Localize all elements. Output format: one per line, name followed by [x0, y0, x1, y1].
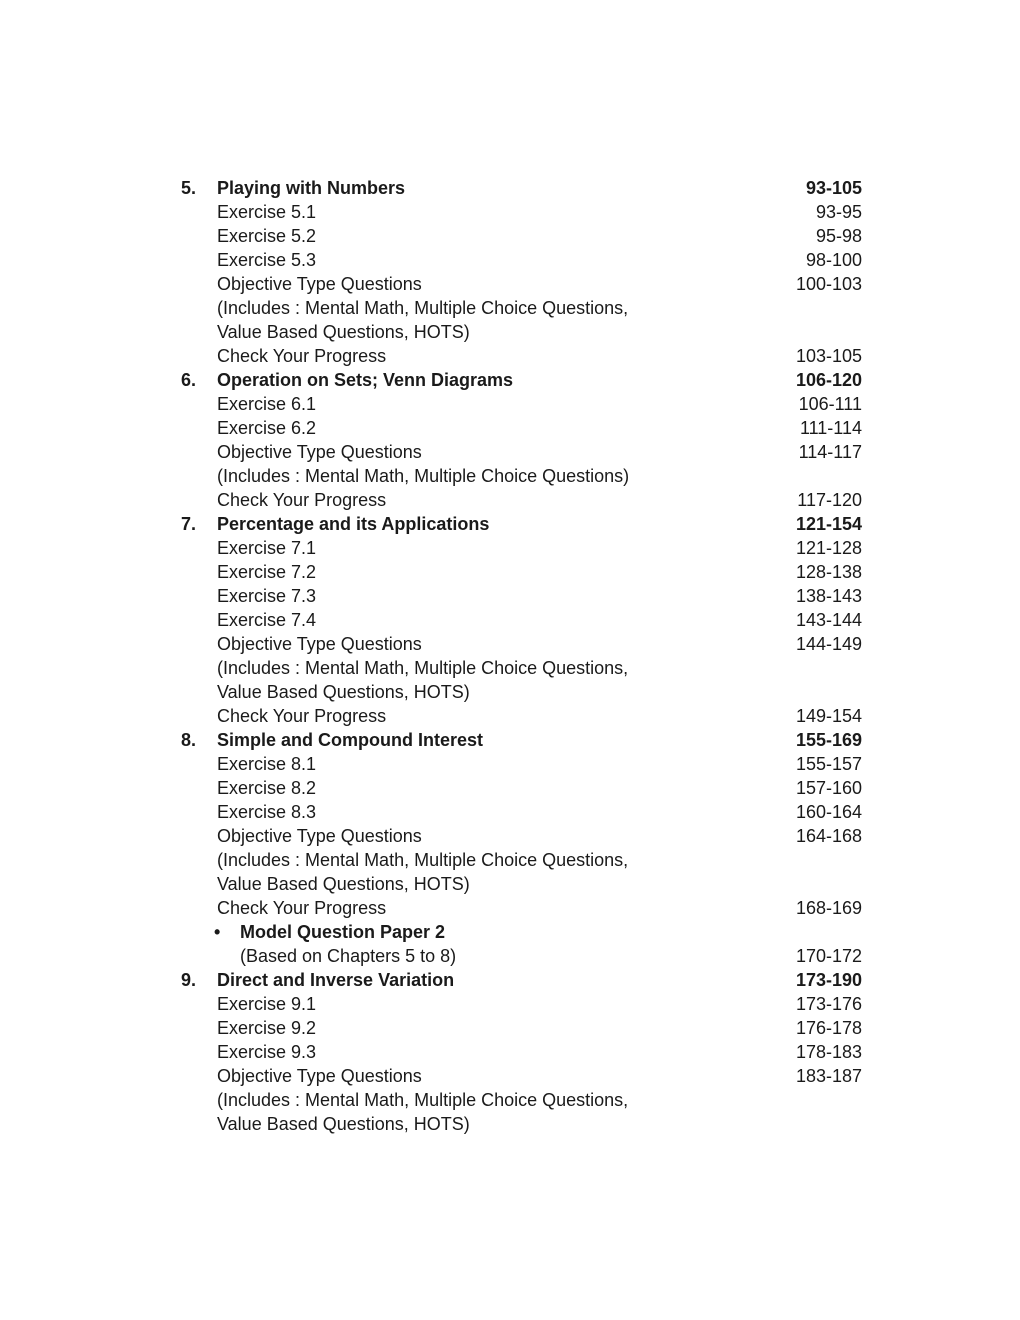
chapter-number: 9. [181, 970, 197, 990]
chapter-number: 5. [181, 178, 197, 198]
page-range: 106-120 [795, 370, 862, 390]
page-range: 121-154 [795, 514, 862, 534]
entry-title: Check Your Progress [217, 898, 387, 918]
entry-title: (Includes : Mental Math, Multiple Choice Questions) [217, 466, 630, 486]
entry-title: Objective Type Questions [217, 442, 422, 462]
page-range: 168-169 [795, 898, 862, 918]
chapter-row [0, 728, 1020, 752]
page-range: 144-149 [795, 634, 862, 654]
page-range: 173-176 [795, 994, 862, 1014]
entry-title: (Includes : Mental Math, Multiple Choice Questions, [217, 1090, 629, 1110]
entry-title: Exercise 9.1 [217, 994, 317, 1014]
page-range: 155-157 [795, 754, 862, 774]
entry-title: (Based on Chapters 5 to 8) [240, 946, 457, 966]
page-range: 155-169 [795, 730, 862, 750]
table-of-contents [0, 176, 1020, 1136]
toc-row [0, 1112, 1020, 1136]
toc-row [0, 824, 1020, 848]
toc-row [0, 272, 1020, 296]
toc-row [0, 944, 1020, 968]
toc-row [0, 1088, 1020, 1112]
chapter-title: Percentage and its Applications [217, 514, 490, 534]
toc-row [0, 320, 1020, 344]
entry-title: Exercise 8.2 [217, 778, 317, 798]
toc-row [0, 416, 1020, 440]
entry-title: Objective Type Questions [217, 634, 422, 654]
page-range: 98-100 [805, 250, 862, 270]
entry-title: Value Based Questions, HOTS) [217, 322, 470, 342]
page-range: 100-103 [795, 274, 862, 294]
toc-row [0, 632, 1020, 656]
entry-title: (Includes : Mental Math, Multiple Choice Questions, [217, 298, 629, 318]
toc-row [0, 656, 1020, 680]
entry-title: Model Question Paper 2 [240, 922, 446, 942]
chapter-number: 6. [181, 370, 197, 390]
page-range: 138-143 [795, 586, 862, 606]
page-range: 114-117 [798, 442, 862, 462]
toc-row [0, 392, 1020, 416]
toc-row [0, 536, 1020, 560]
toc-row [0, 584, 1020, 608]
bullet-icon: • [214, 922, 221, 942]
toc-row [0, 992, 1020, 1016]
toc-row [0, 248, 1020, 272]
toc-row [0, 872, 1020, 896]
entry-title: Exercise 7.3 [217, 586, 317, 606]
toc-row [0, 848, 1020, 872]
chapter-number: 7. [181, 514, 197, 534]
page-range: 103-105 [795, 346, 862, 366]
entry-title: Exercise 8.1 [217, 754, 317, 774]
entry-title: Value Based Questions, HOTS) [217, 874, 470, 894]
entry-title: Exercise 5.1 [217, 202, 317, 222]
toc-row [0, 704, 1020, 728]
entry-title: Check Your Progress [217, 346, 387, 366]
toc-row [0, 776, 1020, 800]
entry-title: Check Your Progress [217, 706, 387, 726]
toc-row [0, 680, 1020, 704]
entry-title: Value Based Questions, HOTS) [217, 682, 470, 702]
page-range: 178-183 [795, 1042, 862, 1062]
chapter-title: Simple and Compound Interest [217, 730, 484, 750]
entry-title: Exercise 5.3 [217, 250, 317, 270]
chapter-title: Operation on Sets; Venn Diagrams [217, 370, 514, 390]
page-range: 117-120 [797, 490, 862, 510]
entry-title: Objective Type Questions [217, 274, 422, 294]
page-range: 121-128 [795, 538, 862, 558]
page-range: 111-114 [799, 418, 862, 438]
entry-title: (Includes : Mental Math, Multiple Choice Questions, [217, 658, 629, 678]
toc-row [0, 1064, 1020, 1088]
page-range: 143-144 [795, 610, 862, 630]
toc-row [0, 800, 1020, 824]
entry-title: Check Your Progress [217, 490, 387, 510]
entry-title: Exercise 6.1 [217, 394, 317, 414]
page-range: 157-160 [795, 778, 862, 798]
toc-row [0, 344, 1020, 368]
page-range: 176-178 [795, 1018, 862, 1038]
model-paper-row [0, 920, 1020, 944]
toc-row [0, 608, 1020, 632]
entry-title: Exercise 7.4 [217, 610, 317, 630]
entry-title: Value Based Questions, HOTS) [217, 1114, 470, 1134]
entry-title: Exercise 9.2 [217, 1018, 317, 1038]
toc-row [0, 1040, 1020, 1064]
toc-row [0, 200, 1020, 224]
page-range: 128-138 [795, 562, 862, 582]
page-range: 149-154 [795, 706, 862, 726]
entry-title: Exercise 7.1 [217, 538, 317, 558]
toc-row [0, 896, 1020, 920]
entry-title: Objective Type Questions [217, 826, 422, 846]
chapter-row [0, 968, 1020, 992]
page-range: 173-190 [795, 970, 862, 990]
entry-title: Exercise 5.2 [217, 226, 317, 246]
entry-title: (Includes : Mental Math, Multiple Choice Questions, [217, 850, 629, 870]
chapter-title: Direct and Inverse Variation [217, 970, 455, 990]
page-range: 106-111 [798, 394, 862, 414]
toc-row [0, 488, 1020, 512]
chapter-title: Playing with Numbers [217, 178, 406, 198]
page-range: 95-98 [815, 226, 862, 246]
chapter-row [0, 512, 1020, 536]
page-range: 170-172 [795, 946, 862, 966]
entry-title: Exercise 6.2 [217, 418, 317, 438]
toc-row [0, 464, 1020, 488]
page-range: 160-164 [795, 802, 862, 822]
chapter-row [0, 368, 1020, 392]
entry-title: Exercise 8.3 [217, 802, 317, 822]
entry-title: Exercise 7.2 [217, 562, 317, 582]
toc-row [0, 440, 1020, 464]
entry-title: Objective Type Questions [217, 1066, 422, 1086]
toc-row [0, 296, 1020, 320]
entry-title: Exercise 9.3 [217, 1042, 317, 1062]
page-range: 164-168 [795, 826, 862, 846]
page-range: 93-95 [815, 202, 862, 222]
toc-row [0, 752, 1020, 776]
toc-row [0, 1016, 1020, 1040]
chapter-number: 8. [181, 730, 197, 750]
toc-row [0, 560, 1020, 584]
page-range: 93-105 [805, 178, 862, 198]
page-range: 183-187 [795, 1066, 862, 1086]
chapter-row [0, 176, 1020, 200]
toc-row [0, 224, 1020, 248]
